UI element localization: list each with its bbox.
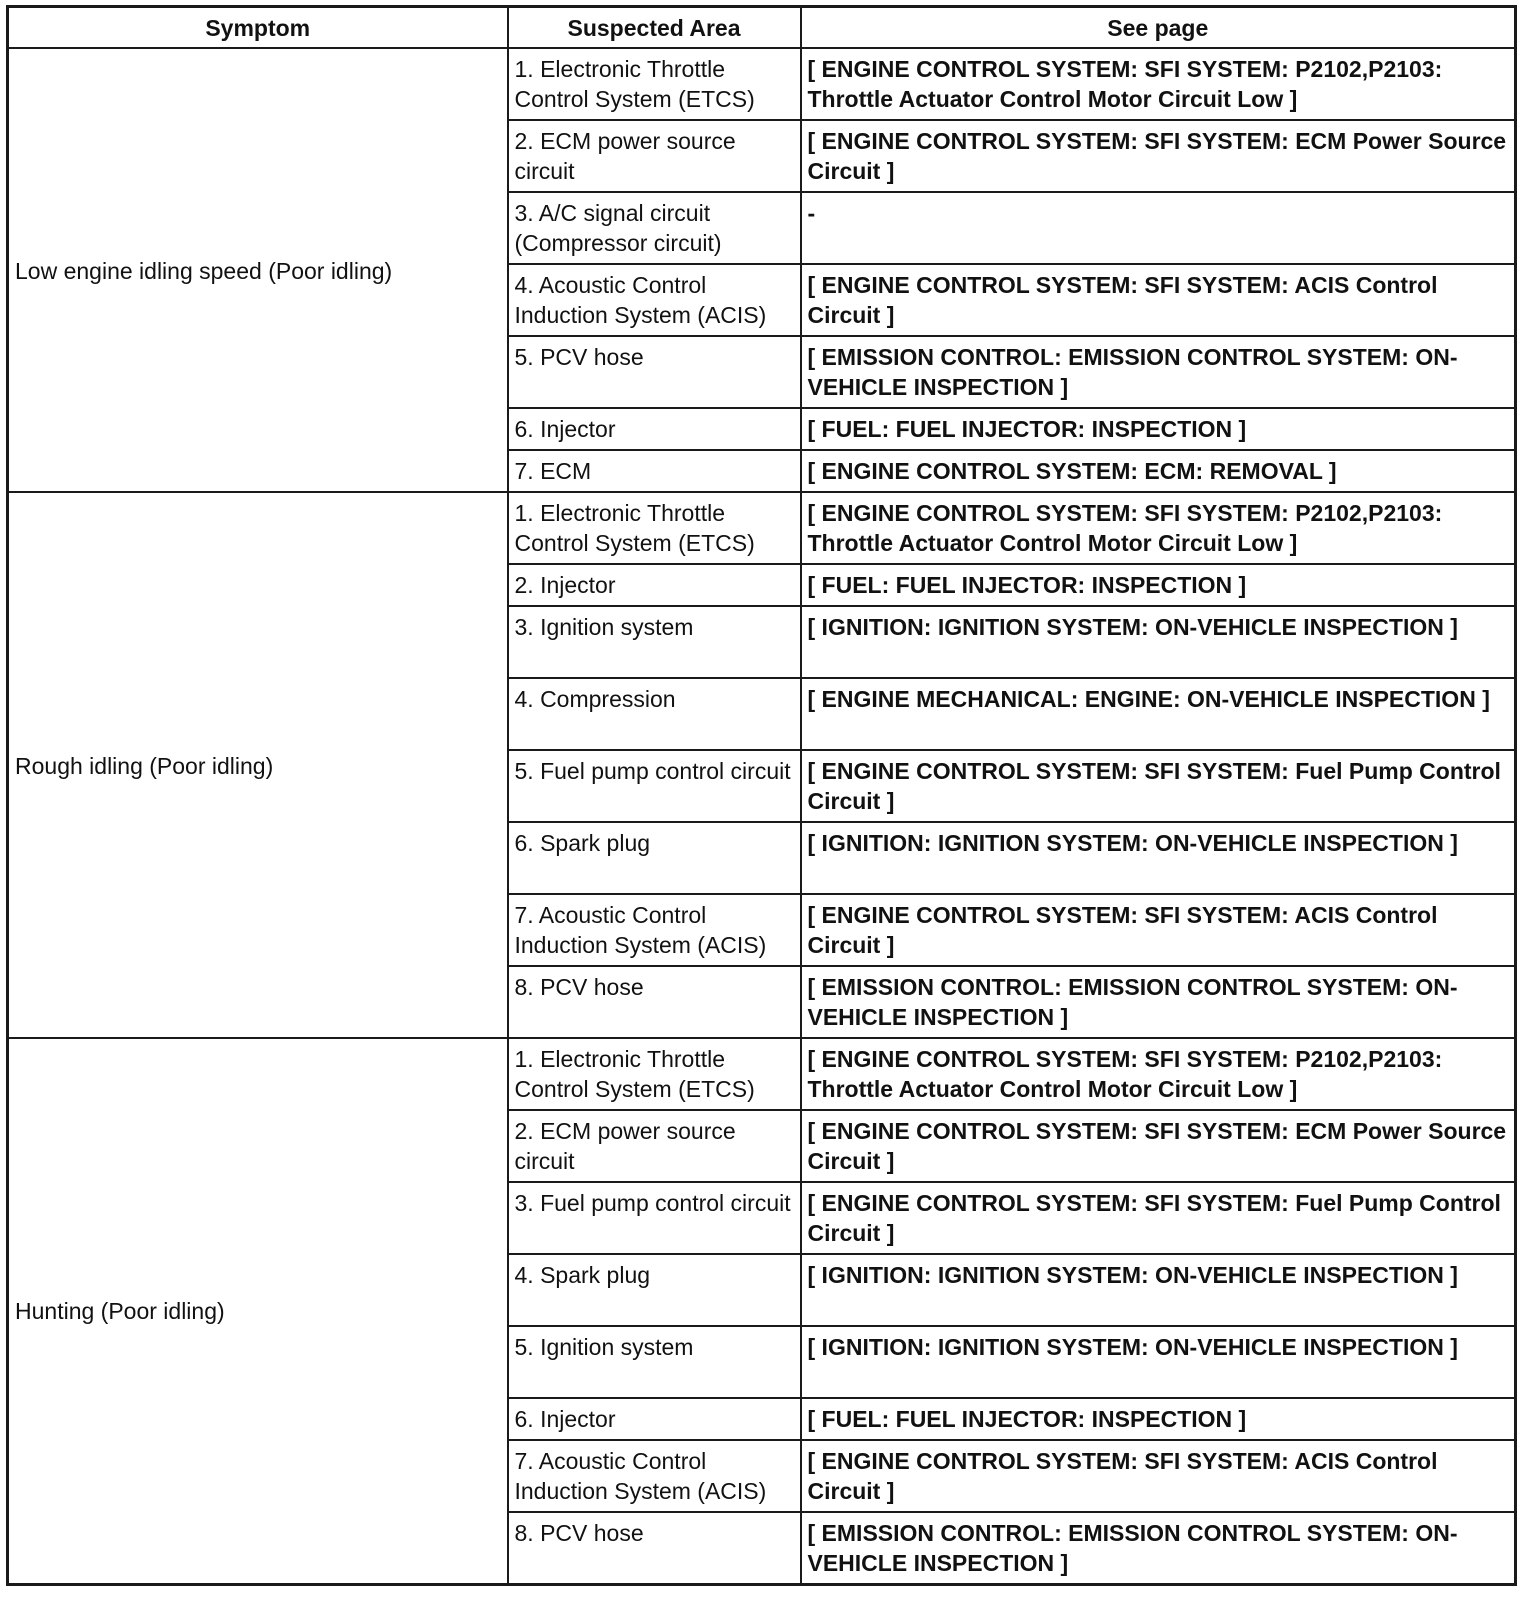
- symptom-cell: Rough idling (Poor idling): [8, 492, 508, 1038]
- table-row: [8, 1038, 1516, 1110]
- suspected-area-cell: 8. PCV hose: [508, 1512, 801, 1584]
- see-page-reference[interactable]: [ ENGINE CONTROL SYSTEM: SFI SYSTEM: P2102,P2103: Throttle Actuator Control Motor Circuit Low ]: [801, 48, 1516, 120]
- see-page-reference[interactable]: [ ENGINE CONTROL SYSTEM: SFI SYSTEM: ACIS Control Circuit ]: [801, 894, 1516, 966]
- suspected-area-cell: 2. ECM power source circuit: [508, 120, 801, 192]
- table-row: [8, 48, 1516, 120]
- see-page-reference[interactable]: [ ENGINE CONTROL SYSTEM: SFI SYSTEM: ECM Power Source Circuit ]: [801, 120, 1516, 192]
- symptom-cell: Hunting (Poor idling): [8, 1038, 508, 1584]
- suspected-area-cell: 6. Injector: [508, 1398, 801, 1440]
- see-page-reference[interactable]: [ ENGINE CONTROL SYSTEM: SFI SYSTEM: P2102,P2103: Throttle Actuator Control Motor Circuit Low ]: [801, 492, 1516, 564]
- see-page-reference[interactable]: [ EMISSION CONTROL: EMISSION CONTROL SYSTEM: ON-VEHICLE INSPECTION ]: [801, 966, 1516, 1038]
- suspected-area-cell: 2. Injector: [508, 564, 801, 606]
- see-page-reference[interactable]: [ IGNITION: IGNITION SYSTEM: ON-VEHICLE INSPECTION ]: [801, 822, 1516, 894]
- suspected-area-cell: 4. Acoustic Control Induction System (ACIS): [508, 264, 801, 336]
- see-page-reference[interactable]: [ EMISSION CONTROL: EMISSION CONTROL SYSTEM: ON-VEHICLE INSPECTION ]: [801, 1512, 1516, 1584]
- diagnosis-table: [6, 5, 1517, 1586]
- see-page-reference[interactable]: [ EMISSION CONTROL: EMISSION CONTROL SYSTEM: ON-VEHICLE INSPECTION ]: [801, 336, 1516, 408]
- see-page-reference[interactable]: [ FUEL: FUEL INJECTOR: INSPECTION ]: [801, 564, 1516, 606]
- suspected-area-cell: 7. Acoustic Control Induction System (ACIS): [508, 1440, 801, 1512]
- see-page-reference[interactable]: [ IGNITION: IGNITION SYSTEM: ON-VEHICLE INSPECTION ]: [801, 1326, 1516, 1398]
- see-page-reference[interactable]: [ FUEL: FUEL INJECTOR: INSPECTION ]: [801, 1398, 1516, 1440]
- suspected-area-cell: 7. Acoustic Control Induction System (ACIS): [508, 894, 801, 966]
- suspected-area-cell: 7. ECM: [508, 450, 801, 492]
- see-page-reference[interactable]: [ ENGINE CONTROL SYSTEM: SFI SYSTEM: P2102,P2103: Throttle Actuator Control Motor Circuit Low ]: [801, 1038, 1516, 1110]
- see-page-reference[interactable]: [ ENGINE CONTROL SYSTEM: ECM: REMOVAL ]: [801, 450, 1516, 492]
- suspected-area-cell: 1. Electronic Throttle Control System (ETCS): [508, 1038, 801, 1110]
- table-row: [8, 492, 1516, 564]
- header-suspected-area: Suspected Area: [508, 7, 801, 49]
- suspected-area-cell: 5. PCV hose: [508, 336, 801, 408]
- see-page-reference[interactable]: [ ENGINE CONTROL SYSTEM: SFI SYSTEM: ACIS Control Circuit ]: [801, 1440, 1516, 1512]
- suspected-area-cell: 8. PCV hose: [508, 966, 801, 1038]
- suspected-area-cell: 5. Fuel pump control circuit: [508, 750, 801, 822]
- suspected-area-cell: 3. A/C signal circuit (Compressor circuit): [508, 192, 801, 264]
- see-page-reference[interactable]: [ IGNITION: IGNITION SYSTEM: ON-VEHICLE INSPECTION ]: [801, 1254, 1516, 1326]
- see-page-reference[interactable]: [ FUEL: FUEL INJECTOR: INSPECTION ]: [801, 408, 1516, 450]
- suspected-area-cell: 3. Fuel pump control circuit: [508, 1182, 801, 1254]
- see-page-reference[interactable]: [ ENGINE CONTROL SYSTEM: SFI SYSTEM: ACIS Control Circuit ]: [801, 264, 1516, 336]
- table-body: [8, 48, 1516, 1584]
- suspected-area-cell: 6. Injector: [508, 408, 801, 450]
- see-page-reference[interactable]: [ ENGINE CONTROL SYSTEM: SFI SYSTEM: Fuel Pump Control Circuit ]: [801, 750, 1516, 822]
- suspected-area-cell: 3. Ignition system: [508, 606, 801, 678]
- header-row: [8, 7, 1516, 49]
- see-page-reference[interactable]: [ IGNITION: IGNITION SYSTEM: ON-VEHICLE INSPECTION ]: [801, 606, 1516, 678]
- header-symptom: Symptom: [8, 7, 508, 49]
- suspected-area-cell: 1. Electronic Throttle Control System (ETCS): [508, 48, 801, 120]
- see-page-reference[interactable]: [ ENGINE CONTROL SYSTEM: SFI SYSTEM: ECM Power Source Circuit ]: [801, 1110, 1516, 1182]
- see-page-reference[interactable]: [ ENGINE MECHANICAL: ENGINE: ON-VEHICLE INSPECTION ]: [801, 678, 1516, 750]
- suspected-area-cell: 1. Electronic Throttle Control System (ETCS): [508, 492, 801, 564]
- see-page-reference[interactable]: -: [801, 192, 1516, 264]
- suspected-area-cell: 5. Ignition system: [508, 1326, 801, 1398]
- suspected-area-cell: 4. Spark plug: [508, 1254, 801, 1326]
- suspected-area-cell: 6. Spark plug: [508, 822, 801, 894]
- suspected-area-cell: 4. Compression: [508, 678, 801, 750]
- see-page-reference[interactable]: [ ENGINE CONTROL SYSTEM: SFI SYSTEM: Fuel Pump Control Circuit ]: [801, 1182, 1516, 1254]
- symptom-cell: Low engine idling speed (Poor idling): [8, 48, 508, 492]
- suspected-area-cell: 2. ECM power source circuit: [508, 1110, 801, 1182]
- header-see-page: See page: [801, 7, 1516, 49]
